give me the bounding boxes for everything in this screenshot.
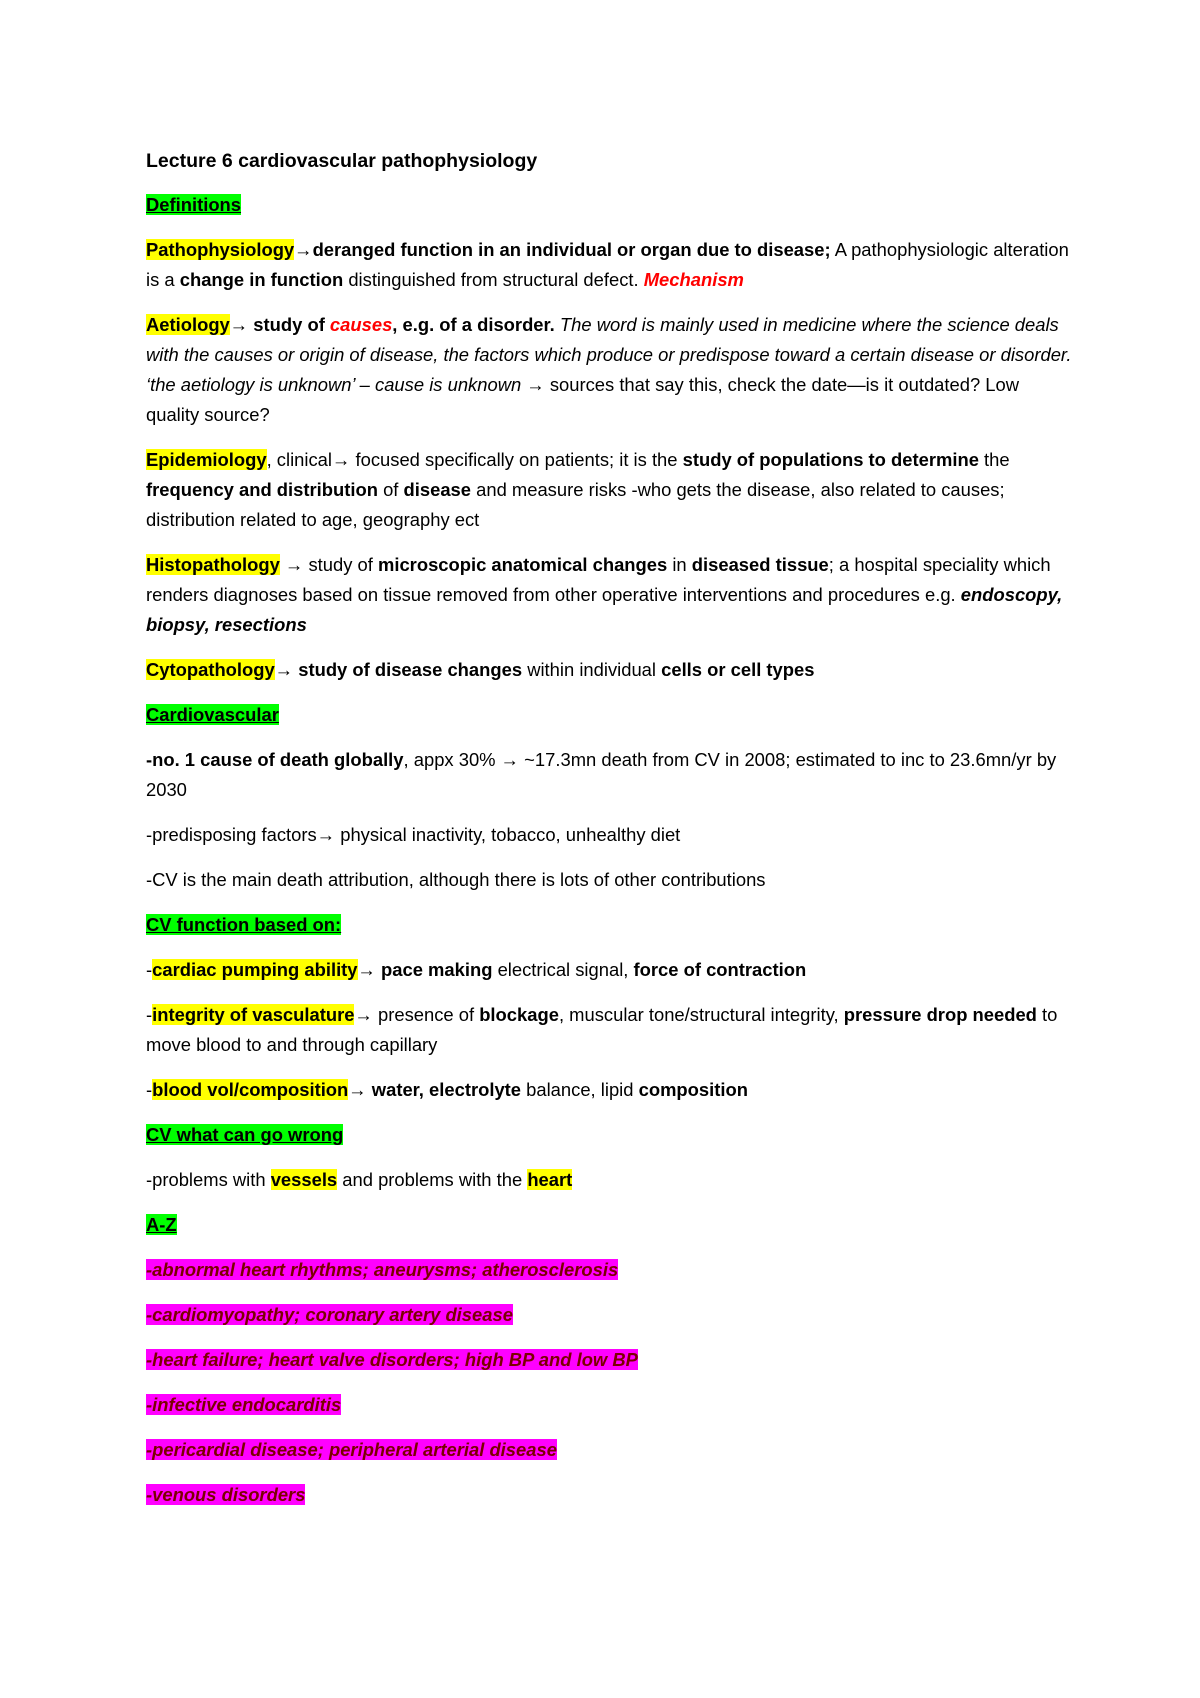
cvfunc-text-3e: composition (638, 1079, 748, 1100)
az-item-text: -abnormal heart rhythms; aneurysms; atherosclerosis (146, 1259, 619, 1280)
arrow-icon: → (348, 1079, 367, 1100)
arrow-icon: → (526, 374, 545, 395)
wrong-line (146, 1165, 1076, 1195)
def-histopathology (146, 550, 1076, 640)
cytopathology-text-3: cells or cell types (661, 659, 815, 680)
cvfunc-dash: - (146, 1004, 153, 1025)
heading-cardiovascular (146, 700, 1076, 730)
arrow-icon: → (229, 314, 249, 335)
arrow-icon: → (500, 749, 520, 770)
term-cytopathology: Cytopathology (146, 659, 275, 680)
heading-definitions-text: Definitions (146, 194, 242, 215)
heading-cv-wrong-text: CV what can go wrong (146, 1124, 344, 1145)
arrow-icon: → (316, 824, 336, 845)
arrow-icon: → (357, 959, 376, 980)
wrong-text-1: -problems with (146, 1169, 271, 1190)
cvfunc-text-1e: force of contraction (633, 959, 807, 980)
cvfunc-text-2d: blockage (479, 1004, 559, 1025)
aetiology-italic: The word is mainly used in medicine where the science deals with the causes or origin of disease, the factors which produce or predispose toward a certain disease or disorder. ‘the aetiology is unknown’ – cause is unknown (146, 314, 1072, 395)
page-title: Lecture 6 cardiovascular pathophysiology (146, 150, 538, 172)
epidemiology-text-1: , clinical (266, 449, 332, 470)
pathophysiology-def: deranged function in an individual or organ due to disease; (312, 239, 831, 260)
epidemiology-text-5: frequency and distribution (146, 479, 378, 500)
cvfunc-line-2 (146, 1000, 1076, 1060)
histopathology-text-1: study of (303, 554, 378, 575)
arrow-icon: → (284, 554, 304, 575)
az-item-text: -venous disorders (146, 1484, 306, 1505)
cvfunc-text-2c: presence of (372, 1004, 480, 1025)
heading-az-text: A-Z (146, 1214, 177, 1235)
cardio-line-2b: physical inactivity, tobacco, unhealthy diet (335, 824, 681, 845)
cvfunc-text-3d: balance, lipid (521, 1079, 639, 1100)
heading-cv-wrong (146, 1120, 1076, 1150)
arrow-icon: → (294, 239, 313, 260)
cvfunc-text-1c: pace making (375, 959, 493, 980)
epidemiology-text-8: and measure risks -who gets the disease, also related to causes; distribution related to age, geography ect (146, 479, 1005, 530)
epidemiology-text-7: disease (403, 479, 471, 500)
az-item-text: -pericardial disease; peripheral arterial disease (146, 1439, 557, 1460)
cvfunc-term-1: cardiac pumping ability (152, 959, 358, 980)
cardio-line-1 (146, 745, 1076, 805)
term-pathophysiology: Pathophysiology (146, 239, 295, 260)
az-item-text: -heart failure; heart valve disorders; high BP and low BP (146, 1349, 638, 1370)
histopathology-text-2: microscopic anatomical changes (377, 554, 668, 575)
az-item (146, 1255, 1076, 1285)
cytopathology-text-2: within individual (522, 659, 662, 680)
arrow-icon: → (354, 1004, 373, 1025)
arrow-icon: → (332, 449, 351, 470)
cardio-line-1a: -no. 1 cause of death globally (146, 749, 404, 770)
az-item (146, 1300, 1076, 1330)
cvfunc-text-2e: , muscular tone/structural integrity, (558, 1004, 844, 1025)
epidemiology-text-3: study of populations to determine (682, 449, 979, 470)
az-item (146, 1345, 1076, 1375)
cvfunc-dash: - (146, 959, 153, 980)
az-item-text: -infective endocarditis (146, 1394, 342, 1415)
cvfunc-line-3 (146, 1075, 1076, 1105)
histopathology-text-6: endoscopy, biopsy, resections (146, 584, 1063, 635)
histopathology-text-3: in (667, 554, 692, 575)
aetiology-text-3: sources that say this, check the date—is it outdated? Low quality source? (146, 374, 1020, 425)
az-item (146, 1480, 1076, 1510)
mechanism-label: Mechanism (643, 269, 744, 290)
def-pathophysiology (146, 235, 1076, 295)
cvfunc-text-3c: water, electrolyte (366, 1079, 522, 1100)
document-content (146, 146, 1076, 1525)
cvfunc-text-2g: to move blood to and through capillary (146, 1004, 1058, 1055)
cardio-line-2 (146, 820, 1076, 850)
term-epidemiology: Epidemiology (146, 449, 267, 470)
cytopathology-text-1: study of disease changes (293, 659, 523, 680)
pathophysiology-text-2: change in function (179, 269, 344, 290)
heading-cv-function-text: CV function based on: (146, 914, 342, 935)
cvfunc-line-1 (146, 955, 1076, 985)
cvfunc-text-2f: pressure drop needed (843, 1004, 1037, 1025)
az-item (146, 1435, 1076, 1465)
cvfunc-term-3: blood vol/composition (152, 1079, 349, 1100)
histopathology-text-4: diseased tissue (691, 554, 829, 575)
pathophysiology-text-3: distinguished from structural defect. (343, 269, 644, 290)
cvfunc-term-2: integrity of vasculature (152, 1004, 355, 1025)
cvfunc-dash: - (146, 1079, 153, 1100)
heading-cardiovascular-text: Cardiovascular (146, 704, 279, 725)
heading-az (146, 1210, 1076, 1240)
cardio-line-3-text: -CV is the main death attribution, although there is lots of other contributions (146, 869, 766, 890)
aetiology-text-1: study of (248, 314, 330, 335)
term-aetiology: Aetiology (146, 314, 230, 335)
term-histopathology: Histopathology (146, 554, 280, 575)
cardio-line-2a: -predisposing factors (146, 824, 317, 845)
cvfunc-text-1d: electrical signal, (492, 959, 634, 980)
def-aetiology (146, 310, 1076, 430)
az-item (146, 1390, 1076, 1420)
epidemiology-text-4: the (978, 449, 1010, 470)
cardio-line-1c: ~17.3mn death from CV in 2008; estimated to inc to 23.6mn/yr by 2030 (146, 749, 1057, 800)
causes-label: causes (329, 314, 393, 335)
cardio-line-3 (146, 865, 1076, 895)
wrong-text-2: and problems with the (337, 1169, 528, 1190)
pathophysiology-text-1: A pathophysiologic alteration is a (146, 239, 1069, 290)
heading-cv-function (146, 910, 1076, 940)
def-epidemiology (146, 445, 1076, 535)
cardio-line-1b: , appx 30% (403, 749, 501, 770)
histopathology-text-5: ; a hospital speciality which renders diagnoses based on tissue removed from other operative interventions and procedures e.g. (146, 554, 1051, 605)
def-cytopathology (146, 655, 1076, 685)
aetiology-text-2: , e.g. of a disorder. (392, 314, 555, 335)
az-item-text: -cardiomyopathy; coronary artery disease (146, 1304, 513, 1325)
epidemiology-text-2: focused specifically on patients; it is the (350, 449, 683, 470)
epidemiology-text-6: of (377, 479, 404, 500)
vessels-label: vessels (270, 1169, 338, 1190)
heading-definitions (146, 190, 1076, 220)
heart-label: heart (527, 1169, 573, 1190)
arrow-icon: → (274, 659, 294, 680)
